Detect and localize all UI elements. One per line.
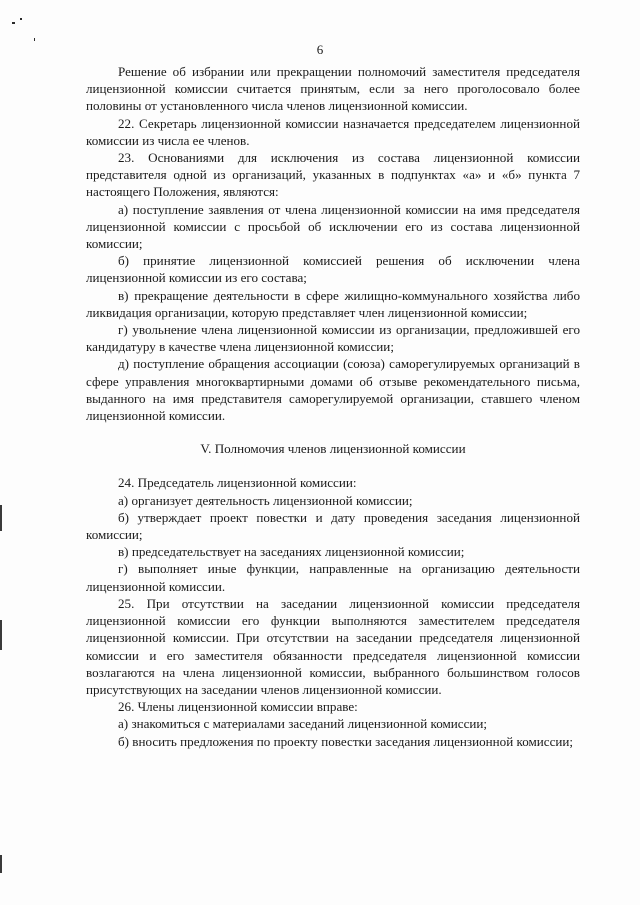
paragraph: г) выполняет иные функции, направленные на организацию деятельности лицензионной комиссии.: [86, 561, 580, 594]
paragraph: а) организует деятельность лицензионной комиссии;: [118, 492, 413, 508]
scan-speck: [34, 38, 35, 41]
paragraph: 22. Секретарь лицензионной комиссии назначается председателем лицензионной комиссии из числа ее членов.: [86, 115, 580, 148]
paragraph: г) увольнение члена лицензионной комиссии из организации, предложившей его кандидатуру в качестве члена лицензионной комиссии;: [86, 322, 580, 355]
scan-speck: [12, 22, 15, 24]
paragraph: Решение об избрании или прекращении полномочий заместителя председателя лицензионной комиссии считается принятым, если за него проголосовало более половины от установленного числа членов лицензионной комиссии.: [86, 64, 580, 114]
scan-edge-mark: [0, 620, 2, 650]
paragraph: 23. Основаниями для исключения из состава лицензионной комиссии представителя одной из организаций, указанных в подпунктах «а» и «б» пункта 7 настоящего Положения, являются:: [86, 150, 580, 200]
paragraph: б) утверждает проект повестки и дату проведения заседания лицензионной комиссии;: [86, 509, 580, 543]
paragraph: 25. При отсутствии на заседании лицензионной комиссии председателя лицензионной комиссии его функции выполняются заместителем председателя лицензионной комиссии. При отсутствии на заседании председателя лицензионной комиссии и его заместителя обязанности председателя лицензионной комиссии возлагаются на члена лицензионной комиссии, выбранного большинством голосов присутствующих на заседании членов лицензионной комиссии.: [86, 595, 580, 697]
paragraph: 26. Члены лицензионной комиссии вправе:: [118, 699, 358, 715]
paragraph: д) поступление обращения ассоциации (союза) саморегулируемых организаций в сфере управления многоквартирными домами об отзыве рекомендательного письма, выданного на имя представителя саморегулируемой организации, ставшего членом лицензионной комиссии.: [86, 356, 580, 424]
page-number: 6: [316, 42, 324, 57]
paragraph: б) вносить предложения по проекту повестки заседания лицензионной комиссии;: [118, 733, 574, 749]
paragraph: в) прекращение деятельности в сфере жилищно-коммунального хозяйства либо ликвидация организации, которую представляет член лицензионной комиссии;: [86, 287, 580, 320]
paragraph: а) знакомиться с материалами заседаний лицензионной комиссии;: [118, 716, 488, 732]
section-heading: V. Полномочия членов лицензионной комиссии: [200, 441, 466, 457]
paragraph: б) принятие лицензионной комиссией решения об исключении члена лицензионной комиссии из его состава;: [86, 253, 580, 286]
scan-speck: [20, 18, 22, 20]
paragraph: а) поступление заявления от члена лицензионной комиссии на имя председателя лицензионной комиссии с просьбой об исключении его из состава лицензионной комиссии;: [86, 201, 580, 252]
document-body: [86, 63, 580, 750]
scan-edge-mark: [0, 505, 2, 531]
paragraph: 24. Председатель лицензионной комиссии:: [118, 475, 357, 491]
scan-edge-mark: [0, 855, 2, 873]
paragraph: в) председательствует на заседаниях лицензионной комиссии;: [118, 544, 465, 560]
